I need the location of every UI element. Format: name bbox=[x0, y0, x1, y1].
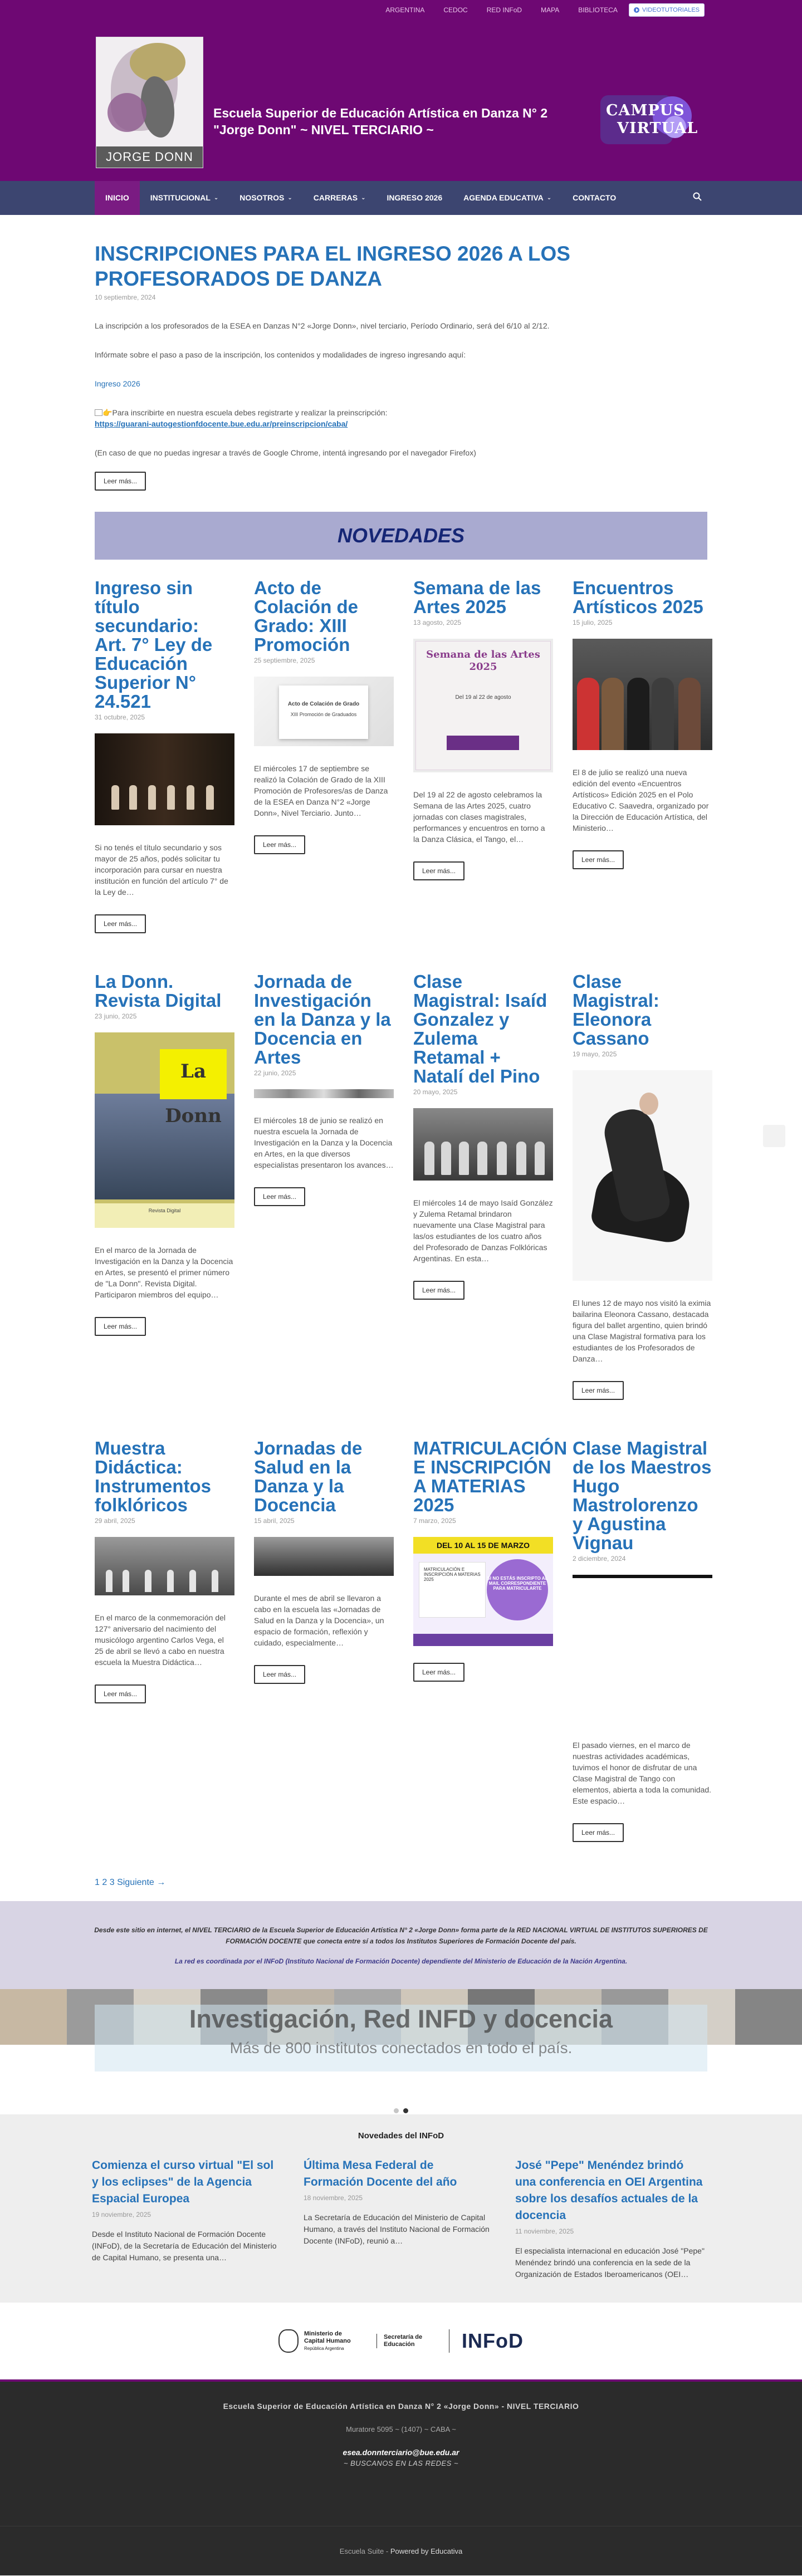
read-more-button[interactable]: Leer más... bbox=[95, 914, 146, 933]
site-title-line1: Escuela Superior de Educación Artística en Danza N° 2 bbox=[213, 106, 548, 120]
slider-dot[interactable] bbox=[394, 2108, 399, 2113]
post-card bbox=[95, 1439, 234, 1842]
featured-paragraph-4: (En caso de que no puedas ingresar a través de Google Chrome, intentá ingresando por el navegador Firefox) bbox=[95, 448, 476, 457]
read-more-button[interactable]: Leer más... bbox=[95, 1684, 146, 1703]
post-thumbnail[interactable] bbox=[413, 1108, 553, 1181]
featured-paragraph-3: Para inscribirte en nuestra escuela debes registrarte y realizar la preinscripción: bbox=[112, 408, 388, 417]
infod-news-item-excerpt: Desde el Instituto Nacional de Formación Docente (INFoD), de la Secretaría de Educación del Ministerio de Capital Humano, se presenta una… bbox=[92, 2230, 277, 2262]
slider-dot-active[interactable] bbox=[403, 2108, 408, 2113]
post-thumbnail[interactable] bbox=[95, 733, 234, 825]
ministerio-logo[interactable] bbox=[278, 2329, 354, 2353]
footer-email[interactable]: esea.donnterciario@bue.edu.ar bbox=[343, 2448, 459, 2457]
posts-row bbox=[95, 579, 707, 933]
post-excerpt: Del 19 al 22 de agosto celebramos la Semana de las Artes 2025, cuatro jornadas con clases magistrales, performances y encuentros en torno a la Danza Clásica, el Tango, el… bbox=[413, 790, 545, 844]
infod-news-item bbox=[515, 2157, 705, 2280]
post-date: 15 julio, 2025 bbox=[573, 619, 613, 626]
post-date: 29 abril, 2025 bbox=[95, 1517, 135, 1525]
chevron-down-icon: ⌄ bbox=[213, 195, 219, 201]
institutional-logos bbox=[0, 2303, 802, 2379]
seal-icon bbox=[278, 2329, 299, 2353]
post-title[interactable]: Acto de Colación de Grado: XIII Promoción bbox=[254, 577, 359, 655]
pointing-icon: 👉 bbox=[102, 408, 113, 417]
thumb-poster-bar bbox=[447, 736, 519, 750]
topbar-link-mapa[interactable]: MAPA bbox=[541, 6, 560, 14]
post-title[interactable]: La Donn. Revista Digital bbox=[95, 971, 222, 1011]
read-more-button[interactable]: Leer más... bbox=[573, 1381, 624, 1400]
post-title[interactable]: MATRICULACIÓN E INSCRIPCIÓN A MATERIAS 2025 bbox=[413, 1438, 568, 1515]
post-card bbox=[254, 972, 394, 1400]
logo-text: JORGE DONN bbox=[96, 146, 203, 168]
infod-news-item-excerpt: La Secretaría de Educación del Ministerio de Capital Humano, a través del Instituto Nacional de Formación Docente (INFoD), reunió a… bbox=[304, 2213, 490, 2245]
nav-item-inicio[interactable] bbox=[95, 181, 140, 215]
posts-row bbox=[95, 1438, 712, 1842]
chevron-down-icon: ⌄ bbox=[546, 195, 552, 201]
thumb-poster-top: DEL 10 AL 15 DE MARZO bbox=[413, 1537, 553, 1554]
featured-read-more-button[interactable]: Leer más... bbox=[95, 472, 146, 491]
logo-shape bbox=[107, 93, 146, 132]
post-thumbnail[interactable] bbox=[95, 1537, 234, 1595]
infod-network-band bbox=[0, 1901, 802, 1989]
thumb-poster-note: MATRICULACIÓN E INSCRIPCIÓN A MATERIAS 2025 bbox=[419, 1562, 486, 1618]
post-card bbox=[413, 1438, 568, 1842]
topbar-link-biblioteca[interactable]: BIBLIOTECA bbox=[578, 6, 618, 14]
site-footer bbox=[0, 2379, 802, 2526]
nav-item-label: INSTITUCIONAL bbox=[150, 193, 211, 202]
post-card bbox=[573, 579, 712, 933]
infod-logo[interactable]: INFoD bbox=[449, 2329, 524, 2353]
post-card bbox=[254, 1439, 394, 1842]
post-title[interactable]: Clase Magistral de los Maestros Hugo Mastrolorenzo y Agustina Vignau bbox=[573, 1438, 712, 1553]
post-excerpt: El miércoles 14 de mayo Isaíd González y Zulema Retamal brindaron nuevamente una Clase Magistral para las/os estudiantes de los cuatro años del Profesorado de Danzas Folklóricas Argentinas. En esta… bbox=[413, 1198, 553, 1263]
nav-item-label: INICIO bbox=[105, 193, 129, 202]
videotutoriales-button[interactable] bbox=[629, 3, 705, 17]
footer-credits bbox=[0, 2526, 802, 2575]
post-title[interactable]: Semana de las Artes 2025 bbox=[413, 577, 541, 617]
topbar-link-cedoc[interactable]: CEDOC bbox=[443, 6, 468, 14]
campus-virtual-link[interactable] bbox=[591, 85, 697, 152]
infod-band-text-2: La red es coordinada por el INFoD (Instituto Nacional de Formación Docente) dependiente del Ministerio de Educación de la Nación Argentina. bbox=[174, 1957, 628, 1965]
post-title[interactable]: Clase Magistral: Eleonora Cassano bbox=[573, 971, 659, 1049]
thumb-sheet-sub: XIII Promoción de Graduados bbox=[290, 712, 357, 717]
post-card bbox=[254, 579, 394, 933]
pagination-page-3[interactable]: 3 bbox=[109, 1878, 115, 1887]
nav-item-institucional[interactable] bbox=[140, 181, 229, 215]
post-title[interactable]: Ingreso sin título secundario: Art. 7° Ley de Educación Superior N° 24.521 bbox=[95, 577, 213, 712]
nav-item-carreras[interactable] bbox=[303, 181, 376, 215]
secretaria-logo[interactable]: Secretaría de Educación bbox=[376, 2334, 427, 2348]
nav-item-agenda-educativa[interactable] bbox=[453, 181, 562, 215]
topbar-link-argentina[interactable]: ARGENTINA bbox=[385, 6, 425, 14]
post-date: 19 mayo, 2025 bbox=[573, 1050, 617, 1058]
nav-item-ingreso-2026[interactable] bbox=[376, 181, 453, 215]
post-title[interactable]: Encuentros Artísticos 2025 bbox=[573, 577, 703, 617]
infod-slider[interactable] bbox=[0, 1989, 802, 2114]
infod-news-item-date: 18 noviembre, 2025 bbox=[304, 2194, 363, 2202]
pagination-page-1[interactable]: 1 bbox=[95, 1878, 100, 1887]
post-excerpt: El pasado viernes, en el marco de nuestras actividades académicas, tuvimos el honor de disfrutar de una Clase Magistral de Tango con elementos, abierta a toda la comunidad. Este espacio… bbox=[573, 1741, 712, 1805]
thumb-poster-dates: Del 19 al 22 de agosto bbox=[455, 694, 511, 701]
main-content bbox=[95, 215, 712, 1888]
nav-item-label: CARRERAS bbox=[313, 193, 358, 202]
main-nav bbox=[0, 181, 802, 215]
play-icon bbox=[634, 7, 639, 13]
read-more-button[interactable]: Leer más... bbox=[573, 850, 624, 869]
infod-news-item-excerpt: El especialista internacional en educación José "Pepe" Menéndez brindó una conferencia en la sede de la Organización de Estados Iberoamericanos (OEI… bbox=[515, 2246, 705, 2279]
thumb-magazine-foot: Revista Digital bbox=[95, 1203, 234, 1228]
post-card bbox=[413, 579, 553, 933]
site-title bbox=[213, 105, 603, 138]
nav-item-label: AGENDA EDUCATIVA bbox=[463, 193, 544, 202]
featured-post-date: 10 septiembre, 2024 bbox=[95, 293, 156, 301]
post-card bbox=[573, 1439, 712, 1842]
ingreso-2026-link[interactable]: Ingreso 2026 bbox=[95, 379, 140, 388]
post-title[interactable]: Clase Magistral: Isaíd Gonzalez y Zulema Retamal + Natalí del Pino bbox=[413, 971, 547, 1086]
post-title[interactable]: Jornada de Investigación en la Danza y la Docencia en Artes bbox=[254, 971, 391, 1067]
slider-subheading: Más de 800 institutos conectados en todo el país. bbox=[229, 2039, 573, 2056]
footer-social: ~ BUSCANOS EN LAS REDES ~ bbox=[343, 2459, 459, 2467]
topbar-link-red-infod[interactable]: RED INFoD bbox=[486, 6, 522, 14]
thumb-magazine-title: La Donn bbox=[160, 1049, 227, 1099]
read-more-button[interactable]: Leer más... bbox=[254, 1187, 305, 1206]
thumb-sheet bbox=[279, 685, 368, 739]
infod-news-item-title[interactable]: Comienza el curso virtual "El sol y los eclipses" de la Agencia Espacial Europea bbox=[92, 2159, 274, 2205]
read-more-button[interactable]: Leer más... bbox=[254, 1665, 305, 1684]
post-thumbnail[interactable] bbox=[95, 1032, 234, 1228]
post-excerpt: Durante el mes de abril se llevaron a cabo en la escuela las «Jornadas de Salud en la Danza y la Docencia», un espacio de formación, reflexión y cuidado, especialmente… bbox=[254, 1594, 384, 1647]
post-thumbnail[interactable] bbox=[573, 1070, 712, 1281]
featured-paragraph-3-wrap bbox=[95, 407, 707, 429]
read-more-button[interactable]: Leer más... bbox=[95, 1317, 146, 1336]
post-excerpt: Si no tenés el título secundario y sos mayor de 25 años, podés solicitar tu incorporación para cursar en nuestra institución en función del artículo 7° de la Ley de… bbox=[95, 843, 228, 897]
post-title[interactable]: Muestra Didáctica: Instrumentos folklóricos bbox=[95, 1438, 212, 1515]
infod-news-item-title[interactable]: José "Pepe" Menéndez brindó una conferencia en OEI Argentina sobre los desafíos actuales de la docencia bbox=[515, 2159, 703, 2222]
post-date: 31 octubre, 2025 bbox=[95, 713, 145, 721]
slider-heading: Investigación, Red INFD y docencia bbox=[189, 2005, 613, 2033]
read-more-button[interactable]: Leer más... bbox=[413, 1281, 464, 1300]
footer-address: Muratore 5095 ~ (1407) ~ CABA ~ bbox=[346, 2425, 456, 2433]
videotutoriales-label: VIDEOTUTORIALES bbox=[642, 7, 700, 13]
post-thumbnail[interactable] bbox=[573, 1575, 712, 1578]
post-date: 15 abril, 2025 bbox=[254, 1517, 295, 1525]
nav-item-label: NOSOTROS bbox=[239, 193, 285, 202]
nav-item-contacto[interactable] bbox=[562, 181, 627, 215]
post-excerpt: En el marco de la Jornada de Investigación en la Danza y la Docencia en Artes, se presentó el primer número de "La Donn". Revista Digital. Participaron miembros del equipo… bbox=[95, 1246, 233, 1299]
nav-item-label: CONTACTO bbox=[573, 193, 617, 202]
infod-news-item bbox=[304, 2157, 493, 2280]
post-excerpt: El miércoles 18 de junio se realizó en nuestra escuela la Jornada de Investigación en la Danza y la Docencia en Artes, en la que diversos especialistas presentaron los avances… bbox=[254, 1116, 394, 1169]
post-thumbnail[interactable] bbox=[413, 1537, 553, 1646]
post-date: 13 agosto, 2025 bbox=[413, 619, 462, 626]
broken-image-icon bbox=[95, 409, 102, 416]
post-card bbox=[95, 579, 234, 933]
read-more-button[interactable]: Leer más... bbox=[413, 861, 464, 880]
slider-dots bbox=[0, 2106, 802, 2114]
ministerio-name: Ministerio de Capital Humano bbox=[304, 2330, 351, 2344]
infod-news-item bbox=[92, 2157, 281, 2280]
post-date: 25 septiembre, 2025 bbox=[254, 657, 315, 664]
site-title-line2: "Jorge Donn" ~ NIVEL TERCIARIO ~ bbox=[213, 123, 434, 137]
read-more-button[interactable]: Leer más... bbox=[254, 835, 305, 854]
featured-paragraph-2: Infórmate sobre el paso a paso de la inscripción, los contenidos y modalidades de ingreso ingresando aquí: bbox=[95, 350, 466, 359]
pagination-next[interactable]: Siguiente → bbox=[117, 1878, 166, 1887]
post-date: 22 junio, 2025 bbox=[254, 1069, 296, 1077]
thumb-poster-title: Semana de las Artes 2025 bbox=[426, 649, 540, 673]
read-more-button[interactable]: Leer más... bbox=[413, 1663, 464, 1682]
credit-separator: - bbox=[384, 2547, 390, 2555]
nav-item-label: INGRESO 2026 bbox=[387, 193, 443, 202]
ministerio-sub: República Argentina bbox=[304, 2345, 344, 2351]
infod-news-item-date: 11 noviembre, 2025 bbox=[515, 2227, 574, 2235]
infod-news-item-title[interactable]: Última Mesa Federal de Formación Docente del año bbox=[304, 2159, 457, 2188]
post-card bbox=[573, 972, 712, 1400]
infod-news-item-date: 19 noviembre, 2025 bbox=[92, 2211, 151, 2219]
post-date: 20 mayo, 2025 bbox=[413, 1088, 458, 1096]
novedades-banner: NOVEDADES bbox=[95, 512, 707, 560]
post-title[interactable]: Jornadas de Salud en la Danza y la Docencia bbox=[254, 1438, 363, 1515]
post-thumbnail[interactable] bbox=[254, 677, 394, 746]
post-thumbnail[interactable] bbox=[413, 639, 553, 772]
infod-news-title: Novedades del INFoD bbox=[358, 2131, 444, 2141]
top-bar bbox=[0, 0, 802, 20]
post-date: 2 diciembre, 2024 bbox=[573, 1555, 626, 1563]
post-excerpt: En el marco de la conmemoración del 127° aniversario del nacimiento del musicólogo argentino Carlos Vega, el 25 de abril se llevó a cabo en nuestra escuela la Muestra Didáctica… bbox=[95, 1613, 226, 1667]
post-excerpt: El miércoles 17 de septiembre se realizó la Colación de Grado de la XIII Promoción de Profesores/as de Danza de la ESEA en Danza N°2 «Jorge Donn», Nivel Terciario. Junto… bbox=[254, 764, 388, 817]
thumb-poster-foot bbox=[413, 1634, 553, 1646]
post-date: 23 junio, 2025 bbox=[95, 1012, 137, 1020]
thumb-sheet-title: Acto de Colación de Grado bbox=[287, 701, 360, 707]
post-card bbox=[413, 972, 553, 1400]
search-icon[interactable] bbox=[693, 192, 702, 204]
infod-band-text-1: Desde este sitio en internet, el NIVEL TERCIARIO de la Escuela Superior de Educación Artística N° 2 «Jorge Donn» forma parte de la RED NACIONAL VIRTUAL DE INSTITUTOS SUPERIORES DE FORMACIÓN DOCENTE que conecta entre sí a todos los Institutos Superiores de Formación Docente del país. bbox=[94, 1926, 708, 1945]
scroll-to-top-button[interactable] bbox=[763, 1125, 785, 1147]
featured-paragraph-1: La inscripción a los profesorados de la ESEA en Danzas N°2 «Jorge Donn», nivel terciario, Período Ordinario, será del 6/10 al 2/12. bbox=[95, 321, 550, 330]
post-card bbox=[95, 972, 234, 1400]
campus-line1: CAMPUS bbox=[606, 102, 685, 119]
logo-shape bbox=[130, 43, 185, 82]
credit-powered[interactable]: Powered by Educativa bbox=[390, 2547, 463, 2555]
read-more-button[interactable]: Leer más... bbox=[573, 1823, 624, 1842]
nav-item-nosotros[interactable] bbox=[229, 181, 303, 215]
post-thumbnail[interactable] bbox=[573, 639, 712, 750]
post-thumbnail[interactable] bbox=[254, 1089, 394, 1098]
campus-line2: VIRTUAL bbox=[617, 120, 698, 137]
post-excerpt: El 8 de julio se realizó una nueva edición del evento «Encuentros Artísticos» Edición 2025 en el Polo Educativo C. Saavedra, organizado por la Dirección de Educación Artística, del Ministerio… bbox=[573, 768, 709, 832]
chevron-down-icon: ⌄ bbox=[361, 195, 366, 201]
pagination bbox=[95, 1878, 707, 1888]
posts-row bbox=[95, 971, 711, 1400]
thumb-poster-circle: SI NO ESTÁS INSCRIPTO AL MAIL CORRESPONDIENTE PARA MATRICULARTE bbox=[487, 1559, 548, 1620]
post-excerpt: El lunes 12 de mayo nos visitó la eximia bailarina Eleonora Cassano, destacada figura del ballet argentino, quien brindó una Clase Magistral formativa para los estudiantes de los Profesorados de Danza… bbox=[573, 1299, 711, 1363]
post-date: 7 marzo, 2025 bbox=[413, 1517, 456, 1525]
chevron-down-icon: ⌄ bbox=[287, 195, 292, 201]
infod-news-section bbox=[0, 2114, 802, 2303]
footer-school-name: Escuela Superior de Educación Artística en Danza N° 2 «Jorge Donn» - NIVEL TERCIARIO bbox=[223, 2402, 579, 2411]
post-thumbnail[interactable] bbox=[254, 1537, 394, 1576]
site-logo[interactable] bbox=[96, 37, 203, 168]
credit-suite: Escuela Suite bbox=[339, 2547, 384, 2555]
site-header bbox=[0, 20, 802, 181]
preinscripcion-link[interactable]: https://guarani-autogestionfdocente.bue.edu.ar/preinscripcion/caba/ bbox=[95, 419, 348, 428]
featured-post-title[interactable]: INSCRIPCIONES PARA EL INGRESO 2026 A LOS PROFESORADOS DE DANZA bbox=[95, 242, 570, 290]
pagination-page-2[interactable]: 2 bbox=[102, 1878, 107, 1887]
